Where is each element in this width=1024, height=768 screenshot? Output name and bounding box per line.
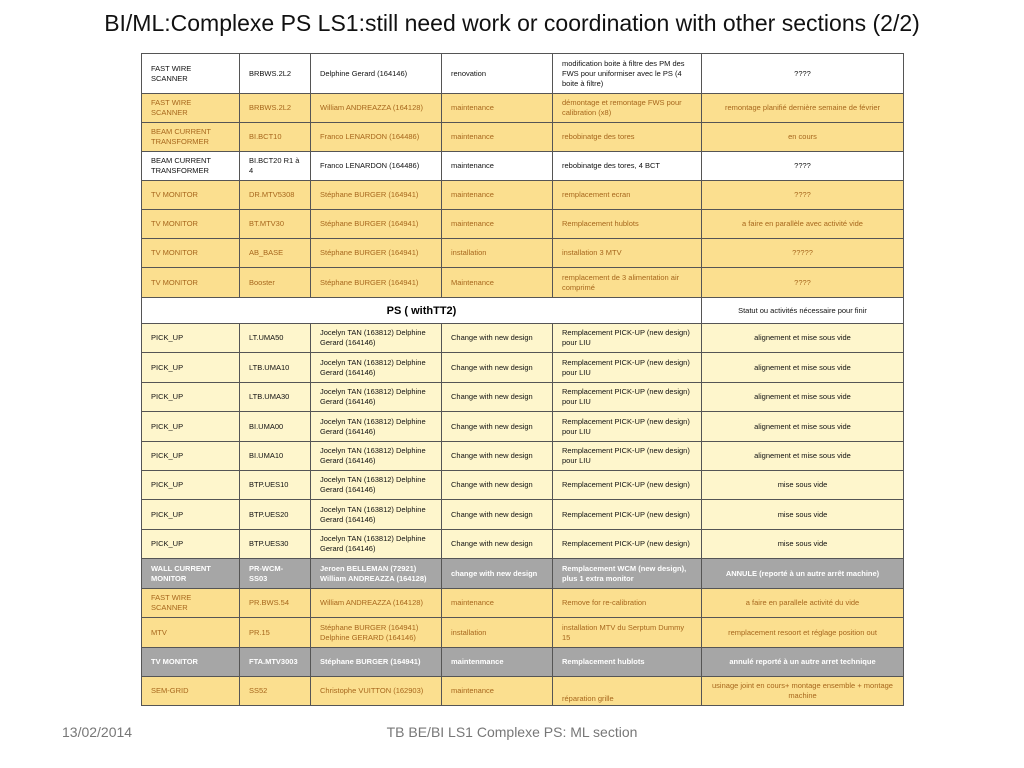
responsible-cell: William ANDREAZZA (164128) [311, 589, 442, 618]
location-cell: LTB.UMA10 [240, 353, 311, 383]
equipment-cell: PICK_UP [142, 412, 240, 442]
activity-type-cell: change with new design [442, 559, 553, 589]
responsible-cell: Stéphane BURGER (164941) [311, 210, 442, 239]
status-cell: remontage planifié dernière semaine de février [702, 94, 904, 123]
description-cell: rebobinatge des tores, 4 BCT [553, 152, 702, 181]
table-row [142, 181, 904, 210]
status-cell: en cours [702, 123, 904, 152]
location-cell: BI.UMA10 [240, 442, 311, 471]
status-cell: ???? [702, 268, 904, 298]
responsible-cell: Stéphane BURGER (164941) [311, 648, 442, 677]
description-cell: Remove for re-calibration [553, 589, 702, 618]
location-cell: DR.MTV5308 [240, 181, 311, 210]
responsible-cell: Jocelyn TAN (163812) Delphine Gerard (164146) [311, 442, 442, 471]
status-cell: usinage joint en cours+ montage ensemble + montage machine [702, 677, 904, 706]
activity-type-cell: Change with new design [442, 412, 553, 442]
status-cell: alignement et mise sous vide [702, 353, 904, 383]
status-cell: mise sous vide [702, 500, 904, 530]
equipment-cell: TV MONITOR [142, 239, 240, 268]
description-cell: Remplacement PICK-UP (new design) [553, 530, 702, 559]
description-cell: remplacement de 3 alimentation air comprimé [553, 268, 702, 298]
location-cell: BRBWS.2L2 [240, 54, 311, 94]
status-cell: mise sous vide [702, 471, 904, 500]
responsible-cell: Jocelyn TAN (163812) Delphine Gerard (164146) [311, 383, 442, 412]
location-cell: Booster [240, 268, 311, 298]
ps-status-header: Statut ou activités nécessaire pour finir [702, 298, 904, 324]
equipment-cell: PICK_UP [142, 442, 240, 471]
table-row [142, 383, 904, 412]
location-cell: BRBWS.2L2 [240, 94, 311, 123]
table-row [142, 677, 904, 706]
ps-header-row [142, 298, 904, 324]
description-cell: Remplacement PICK-UP (new design) [553, 500, 702, 530]
location-cell: LT.UMA50 [240, 324, 311, 353]
status-cell: annulé reporté à un autre arret technique [702, 648, 904, 677]
responsible-cell: Jocelyn TAN (163812) Delphine Gerard (164146) [311, 471, 442, 500]
responsible-cell: Delphine Gerard (164146) [311, 54, 442, 94]
responsible-cell: Christophe VUITTON (162903) [311, 677, 442, 706]
table-row [142, 54, 904, 94]
table-body-top [142, 54, 904, 298]
description-cell: Remplacement hublots [553, 210, 702, 239]
description-cell: Remplacement PICK-UP (new design) pour LIU [553, 383, 702, 412]
responsible-cell: Jocelyn TAN (163812) Delphine Gerard (164146) [311, 530, 442, 559]
equipment-cell: PICK_UP [142, 353, 240, 383]
status-cell: ???? [702, 181, 904, 210]
location-cell: PR.BWS.54 [240, 589, 311, 618]
responsible-cell: Jeroen BELLEMAN (72921) William ANDREAZZA (164128) [311, 559, 442, 589]
equipment-cell: WALL CURRENT MONITOR [142, 559, 240, 589]
activity-type-cell: maintenmance [442, 648, 553, 677]
description-cell: Remplacement PICK-UP (new design) pour LIU [553, 442, 702, 471]
activity-type-cell: installation [442, 618, 553, 648]
equipment-cell: TV MONITOR [142, 181, 240, 210]
activity-type-cell: maintenance [442, 210, 553, 239]
responsible-cell: Jocelyn TAN (163812) Delphine Gerard (164146) [311, 353, 442, 383]
status-cell: ANNULE (reporté à un autre arrêt machine) [702, 559, 904, 589]
equipment-cell: PICK_UP [142, 471, 240, 500]
table-row [142, 123, 904, 152]
equipment-cell: SEM-GRID [142, 677, 240, 706]
equipment-cell: FAST WIRE SCANNER [142, 589, 240, 618]
equipment-cell: MTV [142, 618, 240, 648]
description-cell: remplacement ecran [553, 181, 702, 210]
description-cell: installation MTV du Serptum Dummy 15 [553, 618, 702, 648]
description-cell: Remplacement PICK-UP (new design) pour LIU [553, 412, 702, 442]
activity-type-cell: maintenance [442, 94, 553, 123]
responsible-cell: Stéphane BURGER (164941) [311, 268, 442, 298]
equipment-cell: FAST WIRE SCANNER [142, 54, 240, 94]
table-row [142, 500, 904, 530]
table-row [142, 648, 904, 677]
table-row [142, 559, 904, 589]
table-row [142, 94, 904, 123]
status-cell: alignement et mise sous vide [702, 383, 904, 412]
responsible-cell: Jocelyn TAN (163812) Delphine Gerard (164146) [311, 500, 442, 530]
location-cell: PR.15 [240, 618, 311, 648]
responsible-cell: William ANDREAZZA (164128) [311, 94, 442, 123]
status-cell: alignement et mise sous vide [702, 442, 904, 471]
activity-type-cell: maintenance [442, 181, 553, 210]
description-cell: Remplacement PICK-UP (new design) [553, 471, 702, 500]
description-cell: modification boite à filtre des PM des FWS pour uniformiser avec le PS (4 boite à filtre) [553, 54, 702, 94]
description-cell: Remplacement PICK-UP (new design) pour LIU [553, 353, 702, 383]
location-cell: AB_BASE [240, 239, 311, 268]
activity-type-cell: Change with new design [442, 500, 553, 530]
status-cell: ????? [702, 239, 904, 268]
activity-type-cell: Maintenance [442, 268, 553, 298]
description-cell: rebobinatge des tores [553, 123, 702, 152]
status-cell: a faire en parallele activité du vide [702, 589, 904, 618]
description-cell: réparation grille [553, 677, 702, 706]
description-cell: Remplacement PICK-UP (new design) pour LIU [553, 324, 702, 353]
description-cell: Remplacement hublots [553, 648, 702, 677]
table-row [142, 412, 904, 442]
equipment-cell: PICK_UP [142, 500, 240, 530]
activity-type-cell: Change with new design [442, 353, 553, 383]
table-row [142, 210, 904, 239]
status-cell: alignement et mise sous vide [702, 324, 904, 353]
slide-title: BI/ML:Complexe PS LS1:still need work or coordination with other sections (2/2) [104, 10, 920, 36]
status-cell: remplacement resoort et réglage position out [702, 618, 904, 648]
location-cell: LTB.UMA30 [240, 383, 311, 412]
status-cell: mise sous vide [702, 530, 904, 559]
equipment-cell: TV MONITOR [142, 210, 240, 239]
activity-type-cell: Change with new design [442, 471, 553, 500]
location-cell: BI.BCT20 R1 à 4 [240, 152, 311, 181]
table-row [142, 471, 904, 500]
activity-type-cell: maintenance [442, 589, 553, 618]
equipment-cell: TV MONITOR [142, 268, 240, 298]
equipment-cell: PICK_UP [142, 324, 240, 353]
location-cell: BI.BCT10 [240, 123, 311, 152]
ps-section-title: PS ( withTT2) [142, 298, 702, 324]
description-cell: démontage et remontage FWS pour calibration (x8) [553, 94, 702, 123]
table-body-ps [142, 324, 904, 706]
status-cell: ???? [702, 54, 904, 94]
responsible-cell: Franco LENARDON (164486) [311, 152, 442, 181]
location-cell: BTP.UES30 [240, 530, 311, 559]
table-row [142, 530, 904, 559]
footer-title: TB BE/BI LS1 Complexe PS: ML section [386, 724, 638, 740]
location-cell: PR-WCM-SS03 [240, 559, 311, 589]
work-table [141, 53, 904, 706]
table-row [142, 152, 904, 181]
activity-type-cell: Change with new design [442, 383, 553, 412]
ps-section-header [142, 298, 904, 324]
work-table-container [141, 53, 903, 706]
activity-type-cell: Change with new design [442, 324, 553, 353]
location-cell: BTP.UES10 [240, 471, 311, 500]
status-cell: a faire en parallèle avec activité vide [702, 210, 904, 239]
equipment-cell: BEAM CURRENT TRANSFORMER [142, 123, 240, 152]
equipment-cell: FAST WIRE SCANNER [142, 94, 240, 123]
location-cell: BT.MTV30 [240, 210, 311, 239]
activity-type-cell: maintenance [442, 677, 553, 706]
location-cell: BI.UMA00 [240, 412, 311, 442]
equipment-cell: PICK_UP [142, 383, 240, 412]
activity-type-cell: maintenance [442, 152, 553, 181]
activity-type-cell: Change with new design [442, 442, 553, 471]
activity-type-cell: maintenance [442, 123, 553, 152]
activity-type-cell: renovation [442, 54, 553, 94]
table-row [142, 589, 904, 618]
equipment-cell: TV MONITOR [142, 648, 240, 677]
table-row [142, 353, 904, 383]
description-cell: installation 3 MTV [553, 239, 702, 268]
location-cell: BTP.UES20 [240, 500, 311, 530]
footer-date: 13/02/2014 [62, 724, 133, 740]
responsible-cell: Stéphane BURGER (164941) Delphine GERARD (164146) [311, 618, 442, 648]
responsible-cell: Stéphane BURGER (164941) [311, 181, 442, 210]
table-row [142, 324, 904, 353]
responsible-cell: Franco LENARDON (164486) [311, 123, 442, 152]
table-row [142, 442, 904, 471]
location-cell: FTA.MTV3003 [240, 648, 311, 677]
table-row [142, 618, 904, 648]
table-row [142, 239, 904, 268]
responsible-cell: Jocelyn TAN (163812) Delphine Gerard (164146) [311, 324, 442, 353]
status-cell: ???? [702, 152, 904, 181]
equipment-cell: BEAM CURRENT TRANSFORMER [142, 152, 240, 181]
table-row [142, 268, 904, 298]
equipment-cell: PICK_UP [142, 530, 240, 559]
responsible-cell: Jocelyn TAN (163812) Delphine Gerard (164146) [311, 412, 442, 442]
status-cell: alignement et mise sous vide [702, 412, 904, 442]
description-cell: Remplacement WCM (new design), plus 1 extra monitor [553, 559, 702, 589]
activity-type-cell: installation [442, 239, 553, 268]
responsible-cell: Stéphane BURGER (164941) [311, 239, 442, 268]
activity-type-cell: Change with new design [442, 530, 553, 559]
location-cell: SS52 [240, 677, 311, 706]
